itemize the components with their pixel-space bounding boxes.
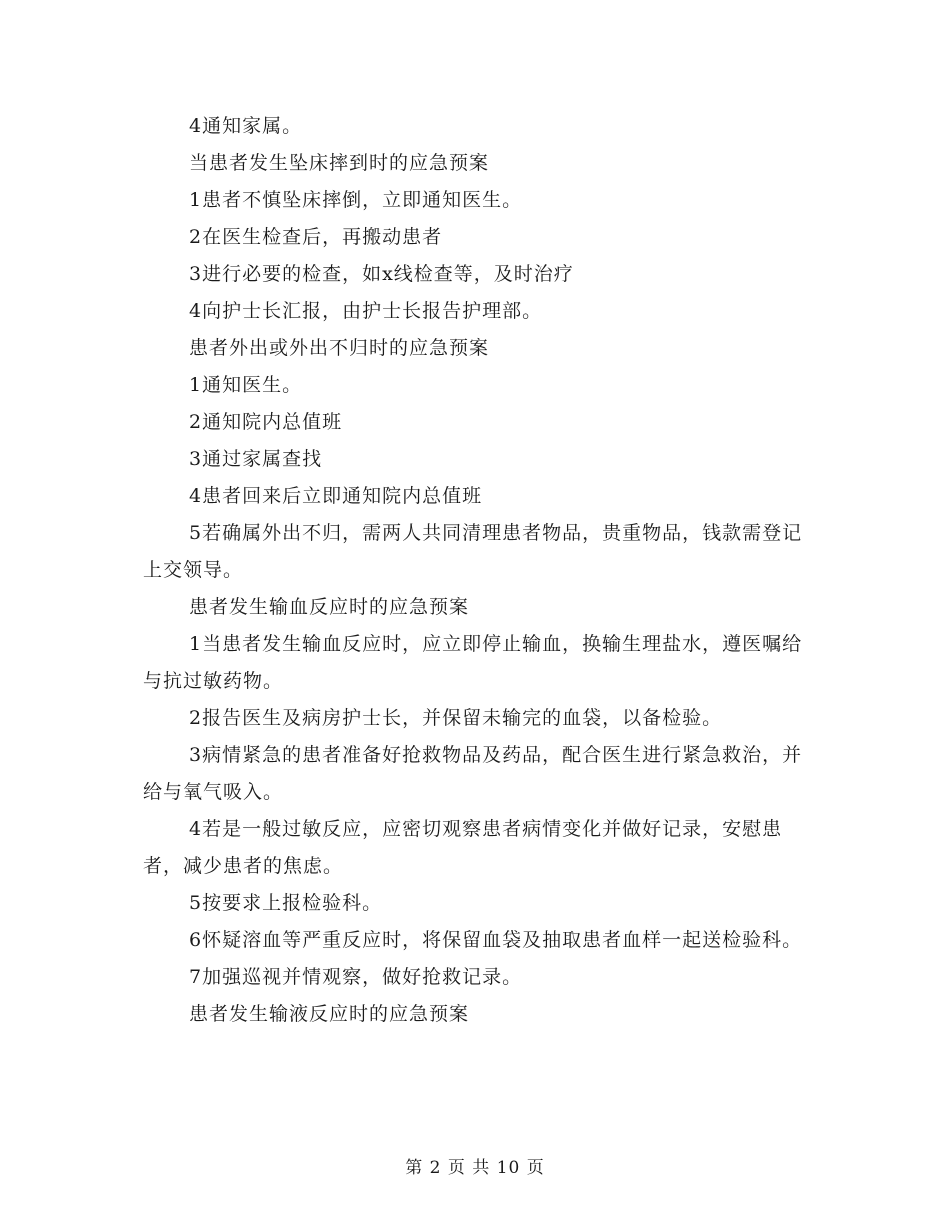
paragraph: 6怀疑溶血等严重反应时，将保留血袋及抽取患者血样一起送检验科。 (189, 929, 803, 951)
paragraph: 5按要求上报检验科。 (189, 892, 383, 914)
paragraph: 7加强巡视并情观察，做好抢救记录。 (189, 966, 523, 988)
section-heading: 当患者发生坠床摔到时的应急预案 (189, 152, 490, 174)
paragraph: 1患者不慎坠床摔倒，立即通知医生。 (189, 189, 523, 211)
paragraph: 1通知医生。 (189, 374, 303, 396)
paragraph: 4患者回来后立即通知院内总值班 (189, 485, 483, 507)
paragraph: 5若确属外出不归，需两人共同清理患者物品，贵重物品，钱款需登记上交领导。 (143, 522, 803, 581)
paragraph: 3进行必要的检查，如x线检查等，及时治疗 (189, 263, 574, 285)
paragraph: 3病情紧急的患者准备好抢救物品及药品，配合医生进行紧急救治，并给与氧气吸入。 (143, 744, 803, 803)
section-heading: 患者发生输血反应时的应急预案 (189, 596, 470, 618)
paragraph: 4向护士长汇报，由护士长报告护理部。 (189, 300, 543, 322)
document-body (143, 108, 815, 1033)
paragraph: 2在医生检查后，再搬动患者 (189, 226, 443, 248)
paragraph: 3通过家属查找 (189, 448, 323, 470)
section-heading: 患者外出或外出不归时的应急预案 (189, 337, 490, 359)
paragraph: 4通知家属。 (189, 115, 303, 137)
paragraph: 2报告医生及病房护士长，并保留未输完的血袋，以备检验。 (189, 707, 723, 729)
paragraph: 1当患者发生输血反应时，应立即停止输血，换输生理盐水，遵医嘱给与抗过敏药物。 (143, 633, 803, 692)
paragraph: 2通知院内总值班 (189, 411, 343, 433)
section-heading: 患者发生输液反应时的应急预案 (189, 1003, 470, 1025)
page-number-footer: 第 2 页 共 10 页 (405, 1158, 545, 1178)
paragraph: 4若是一般过敏反应，应密切观察患者病情变化并做好记录，安慰患者，减少患者的焦虑。 (143, 818, 783, 877)
